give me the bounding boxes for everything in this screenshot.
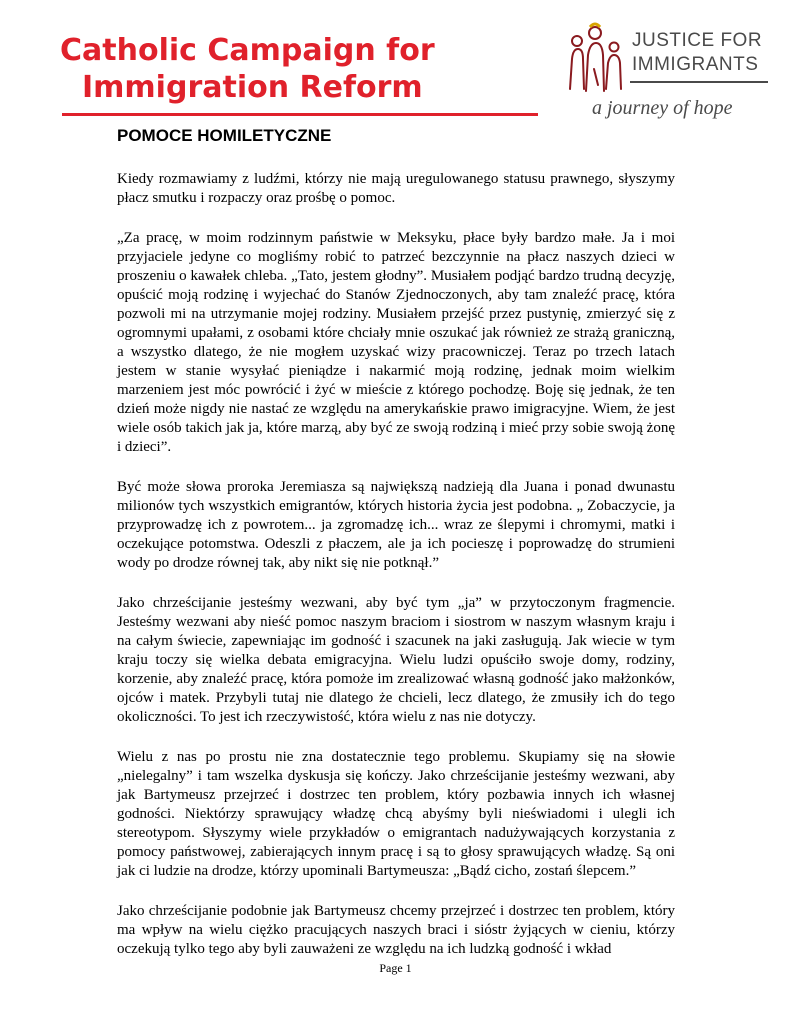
document-heading: POMOCE HOMILETYCZNE <box>117 126 332 145</box>
page-number: Page 1 <box>379 961 412 975</box>
logo-wordmark <box>632 29 762 77</box>
organization-title-line1: Catholic Campaign for <box>60 33 435 68</box>
logo-line1: JUSTICE FOR <box>632 30 763 51</box>
logo-divider <box>630 81 768 83</box>
family-figures-icon <box>564 19 626 99</box>
header-divider <box>62 113 538 116</box>
logo-tagline: a journey of hope <box>592 97 733 119</box>
paragraph: „Za pracę, w moim rodzinnym państwie w Meksyku, płace były bardzo małe. Ja i moi przyjaciele jedyne co mogliśmy robić to patrzeć bezczynnie na płacz naszych dzieci w proszeniu o kawałek chleba. „Tato, jestem głodny”. Musiałem podjąć bardzo trudną decyzję, opuścić moją rodzinę i wyjechać do Stanów Zjednoczonych, aby tam znaleźć pracę, która pozwoli mi na utrzymanie mojej rodziny. Musiałem przejść przez pustynię, zmierzyć się z ogromnymi upałami, z osobami które chciały mnie oszukać jak również ze strażą graniczną, a wszystko dlatego, że nie mogłem uzyskać wizy pracowniczej. Teraz po trzech latach jestem w stanie wysyłać pieniądze i nakarmić moją rodzinę, jednak moim wielkim marzeniem jest móc powrócić i żyć w mieście z którego pochodzę. Boję się jednak, że ten dzień może nigdy nie nastać ze względu na amerykańskie prawo imigracyjne. Wiem, że jest wiele osób takich jak ja, które marzą, aby być ze swoją rodziną i mieć przy sobie swoją żonę i dzieci”. <box>117 230 675 455</box>
paragraph: Jako chrześcijanie podobnie jak Bartymeusz chcemy przejrzeć i dostrzec ten problem, który ma wpływ na wielu ciężko pracujących naszych braci i sióstr żyjących w cieniu, którzy oczekują tylko tego aby byli zauważeni ze względu na ich ludzką godność i wkład <box>117 903 675 957</box>
document-body <box>117 170 675 980</box>
paragraph: Być może słowa proroka Jeremiasza są największą nadzieją dla Juana i ponad dwunastu milionów tych wszystkich emigrantów, których historia życia jest podobna. „ Zobaczycie, ja przyprowadzę ich z powrotem... ja zgromadzę ich... wraz ze ślepymi i chromymi, matki i oczekujące potomstwa. Odeszli z płaczem, ale ja ich pocieszę i poprowadzę do strumieni wody po drodze równej tak, aby nikt się nie potknął.” <box>117 479 675 571</box>
paragraph: Wielu z nas po prostu nie zna dostatecznie tego problemu. Skupiamy się na słowie „nielegalny” i tam wszelka dyskusja się kończy. Jako chrześcijanie jesteśmy wezwani, aby jak Bartymeusz przejrzeć i dostrzec ten problem, który pozbawia innych ich własnej godności. Niektórzy sprawujący władzę chcą abyśmy byli nieświadomi i ulegli ich stereotypom. Słyszymy wiele przykładów o emigrantach nadużywających korzystania z pomocy państwowej, zabierających innym pracę i są to głosy sprawujących władzę. Są oni jak ci ludzie na drodze, którzy upominali Bartymeusza: „Bądź cicho, zostań ślepcem.” <box>117 749 675 879</box>
paragraph: Kiedy rozmawiamy z ludźmi, którzy nie mają uregulowanego statusu prawnego, słyszymy płacz smutku i rozpaczy oraz prośbę o pomoc. <box>117 171 675 206</box>
paragraph: Jako chrześcijanie jesteśmy wezwani, aby być tym „ja” w przytoczonym fragmencie. Jesteśmy wezwani aby nieść pomoc naszym braciom i siostrom w naszym własnym kraju i na całym świecie, zapewniając im godność i szacunek na jaki zasługują. Jak wiecie w tym kraju toczy się wielka debata emigracyjna. Wielu ludzi opuściło swoje domy, rodziny, korzenie, aby znaleźć pracę, która pomoże im zrealizować własną godność jako małżonków, ojców i matek. Przybyli tutaj nie dlatego że chcieli, lecz dlatego, że zmusiły ich do tego okoliczności. To jest ich rzeczywistość, która wielu z nas nie dotyczy. <box>117 595 675 725</box>
organization-title-line2: Immigration Reform <box>82 70 423 105</box>
organization-title <box>60 32 530 106</box>
justice-for-immigrants-logo <box>562 17 772 129</box>
logo-line2: IMMIGRANTS <box>632 54 759 75</box>
